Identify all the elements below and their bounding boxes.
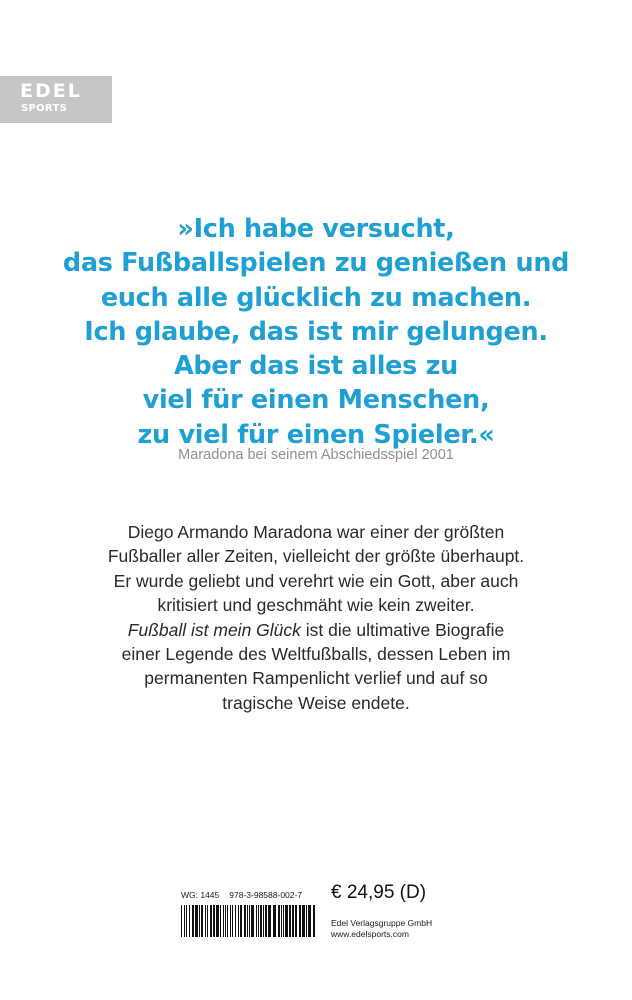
quote-line: Aber das ist alles zu bbox=[174, 351, 458, 382]
barcode-bar bbox=[313, 905, 315, 937]
publisher-info bbox=[331, 918, 432, 940]
barcode-bar bbox=[283, 905, 284, 937]
description-title-line bbox=[0, 618, 632, 642]
barcode-icon bbox=[181, 905, 319, 937]
barcode-bar bbox=[265, 905, 267, 937]
barcode-bar bbox=[306, 905, 307, 937]
barcode-bar bbox=[256, 905, 257, 937]
barcode-bar bbox=[292, 905, 294, 937]
barcode-bar bbox=[186, 905, 187, 937]
barcode-bar bbox=[207, 905, 208, 937]
book-description bbox=[0, 520, 632, 715]
quote-line: euch alle glücklich zu machen. bbox=[100, 282, 532, 313]
barcode-bar bbox=[220, 905, 221, 937]
description-line: Er wurde geliebt und verehrt wie ein Gott, aber auch bbox=[113, 570, 519, 591]
barcode-bar bbox=[181, 905, 182, 937]
description-line: einer Legende des Weltfußballs, dessen Leben im bbox=[121, 644, 511, 665]
barcode-bar bbox=[299, 905, 301, 937]
barcode-bar bbox=[295, 905, 297, 937]
quote-line: viel für einen Menschen, bbox=[142, 385, 490, 416]
barcode-bar bbox=[302, 905, 305, 937]
barcode-bar bbox=[249, 905, 250, 937]
barcode-bar bbox=[227, 905, 228, 937]
logo-main-text: EDEL bbox=[20, 80, 82, 102]
barcode-bar bbox=[210, 905, 212, 937]
description-line: permanenten Rampenlicht verlief und auf so bbox=[144, 668, 488, 689]
barcode-bar bbox=[285, 905, 288, 937]
barcode-bar bbox=[260, 905, 262, 937]
barcode-bar bbox=[244, 905, 246, 937]
barcode-bar bbox=[216, 905, 219, 937]
price: € 24,95 (D) bbox=[331, 882, 427, 903]
logo-sub-text: SPORTS bbox=[21, 103, 68, 114]
barcode-bar bbox=[213, 905, 215, 937]
quote-attribution: Maradona bei seinem Abschiedsspiel 2001 bbox=[178, 447, 454, 463]
quote-line: zu viel für einen Spieler.« bbox=[137, 419, 495, 450]
barcode-bar bbox=[201, 905, 203, 937]
description-title-rest: ist die ultimative Biografie bbox=[300, 619, 505, 640]
barcode-bar bbox=[232, 905, 233, 937]
barcode-bar bbox=[289, 905, 291, 937]
isbn-number: 978-3-98588-002-7 bbox=[229, 890, 303, 900]
quote-line: das Fußballspielen zu genießen und bbox=[62, 248, 570, 279]
description-line: tragische Weise endete. bbox=[222, 692, 410, 713]
publisher-website: www.edelsports.com bbox=[331, 929, 409, 939]
barcode-bar bbox=[263, 905, 264, 937]
barcode-bar bbox=[223, 905, 224, 937]
quote-line: »Ich habe versucht, bbox=[177, 214, 455, 244]
barcode-bar bbox=[240, 905, 242, 937]
publisher-logo bbox=[0, 76, 112, 123]
maradona-quote bbox=[0, 212, 632, 452]
barcode-bar bbox=[238, 905, 239, 937]
barcode-bar bbox=[225, 905, 226, 937]
description-line: Diego Armando Maradona war einer der größten bbox=[127, 522, 505, 542]
barcode-bar bbox=[247, 905, 248, 937]
quote-line: Ich glaube, das ist mir gelungen. bbox=[84, 316, 548, 347]
barcode-bar bbox=[192, 905, 194, 937]
barcode-bar bbox=[258, 905, 259, 937]
barcode-bar bbox=[195, 905, 198, 937]
barcode-bar bbox=[189, 905, 190, 937]
barcode-bar bbox=[230, 905, 231, 937]
barcode-bar bbox=[278, 905, 280, 937]
wg-code: WG: 1445 bbox=[181, 890, 220, 900]
barcode-bar bbox=[308, 905, 311, 937]
barcode-bar bbox=[199, 905, 200, 937]
publisher-name: Edel Verlagsgruppe GmbH bbox=[331, 918, 433, 928]
barcode-bar bbox=[251, 905, 254, 937]
barcode-bar bbox=[268, 905, 271, 937]
barcode-bar bbox=[184, 905, 185, 937]
barcode-bar bbox=[281, 905, 282, 937]
description-line: kritisiert und geschmäht wie kein zweiter. bbox=[157, 595, 475, 616]
barcode-bar bbox=[273, 905, 276, 937]
barcode-bar bbox=[235, 905, 236, 937]
barcode-bar bbox=[205, 905, 206, 937]
book-title: Fußball ist mein Glück bbox=[127, 619, 301, 640]
barcode-meta bbox=[181, 890, 312, 900]
description-line: Fußballer aller Zeiten, vielleicht der größte überhaupt. bbox=[107, 546, 525, 567]
